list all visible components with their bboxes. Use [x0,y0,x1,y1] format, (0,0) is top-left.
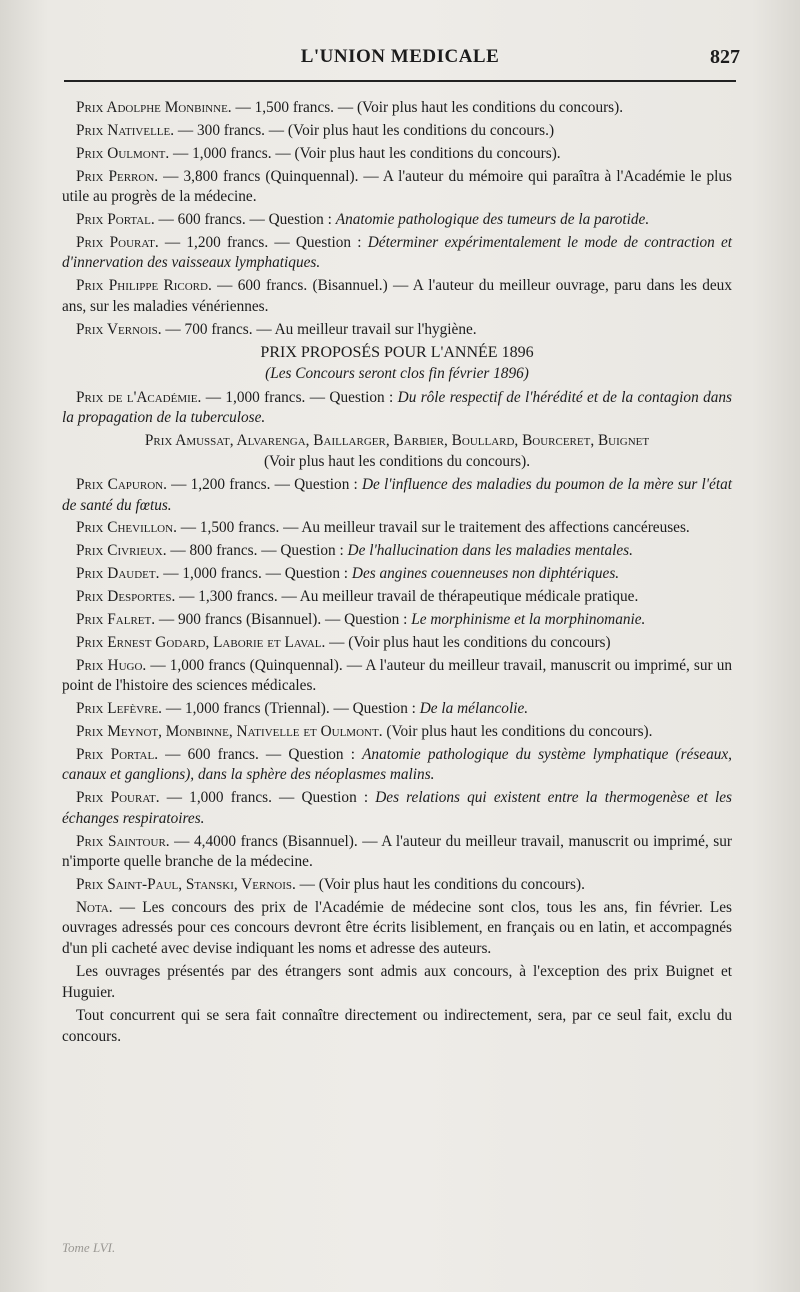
prize-entry [62,98,732,119]
prize-text: (Voir plus haut les conditions du concours). [382,723,653,741]
prize-question: Le morphinisme et la morphinomanie. [411,610,646,628]
prize-name: Prix Pourat. [76,233,159,251]
prize-name: Prix Saint-Paul, Stanski, Vernois. [76,876,296,894]
body-text [62,98,732,1050]
prize-name: Prix Adolphe Monbinne. [76,99,232,116]
prize-name: Prix Oulmont. [76,144,170,162]
note-paragraph [62,898,732,960]
note-paragraph [62,962,732,1003]
prize-entry [62,144,732,165]
prize-entry [62,699,732,720]
section-subtitle: (Les Concours seront clos fin février 1896) [265,365,529,383]
page-number: 827 [710,46,740,68]
prize-entry [62,722,732,743]
prize-question: Déterminer expérimentalement le mode de contraction et d'innervation des vaisseaux lymphatiques. [62,233,732,272]
prize-entry [62,633,732,654]
prize-text: — 1,500 francs. — (Voir plus haut les conditions du concours). [231,99,624,116]
prize-text: — 1,000 francs. — (Voir plus haut les conditions du concours). [169,144,561,162]
prize-name: Prix Philippe Ricord. [76,277,212,295]
prize-text: Les ouvrages présentés par des étrangers sont admis aux concours, à l'exception des prix Buignet et Huguier. [62,963,732,1001]
grouped-prize-conditions: (Voir plus haut les conditions du concours). [263,452,531,470]
prize-name: Prix Capuron. [76,476,167,494]
volume-label: Tome LVI. [62,1240,116,1255]
prize-name: Prix Civrieux. [76,542,167,560]
prize-list-1895 [62,98,732,340]
prize-text: — (Voir plus haut les conditions du concours). [295,876,585,894]
prize-name: Prix Lefèvre. [76,700,162,718]
prize-entry [62,788,732,829]
prize-entry [62,233,732,274]
prize-entry [62,320,732,341]
prize-question: Anatomie pathologique du système lymphatique (réseaux, canaux et ganglions), dans la sphère des néoplasmes malins. [62,745,732,784]
prize-text: — 1,500 francs. — Au meilleur travail sur le traitement des affections cancéreuses. [176,519,690,537]
prize-text: — Les concours des prix de l'Académie de médecine sont clos, tous les ans, fin février. Les ouvrages adressés pour ces concours devront être écrits lisiblement, en français ou en latin, et accompagnés d'un pli cacheté avec devise indiquant les noms et adresse des auteurs. [62,898,732,957]
prize-text: — 600 francs. — Question : [154,211,336,229]
prize-entry [62,745,732,786]
prize-text: — (Voir plus haut les conditions du concours) [325,633,611,651]
prize-entry [62,564,732,585]
prize-list-1896 [62,475,732,896]
prize-entry [62,610,732,631]
prize-name: Prix Pourat. [76,789,160,807]
prize-text: — 600 francs. (Bisannuel.) — A l'auteur du meilleur ouvrage, paru dans les deux ans, sur les maladies vénériennes. [62,277,732,315]
prize-entry [62,541,732,562]
prize-name: Nota. [76,898,113,916]
prize-text: — 1,000 francs (Quinquennal). — A l'auteur du meilleur travail, manuscrit ou imprimé, sur un point de l'histoire des sciences médicales. [62,656,732,695]
running-head [60,46,740,76]
prize-question: Des relations qui existent entre la thermogenèse et les échanges respiratoires. [62,789,732,827]
prize-question: Des angines couenneuses non diphtériques. [351,565,620,583]
prize-entry [62,475,732,516]
prize-text: — 3,800 francs (Quinquennal). — A l'auteur du mémoire qui paraîtra à l'Académie le plus utile au progrès de la médecine. [62,167,732,206]
note-paragraph [62,1006,732,1047]
prize-text: — 1,300 francs. — Au meilleur travail de thérapeutique médicale pratique. [175,588,639,606]
prize-name: Prix Portal. [76,211,155,229]
prize-entry [62,518,732,539]
prize-entry [62,276,732,317]
prize-question: De l'influence des maladies du poumon de la mère sur l'état de santé du fœtus. [62,476,732,514]
prize-entry [62,656,732,697]
prize-entry [62,210,732,231]
prize-question: Du rôle respectif de l'hérédité et de la contagion dans la propagation de la tuberculose. [62,388,732,427]
prize-name: Prix Portal. [76,745,159,763]
header-rule [64,80,736,82]
prize-name: Prix Meynot, Monbinne, Nativelle et Oulmont. [76,723,383,741]
prize-text: — 700 francs. — Au meilleur travail sur l'hygiène. [161,320,477,338]
section-title: PRIX PROPOSÉS POUR L'ANNÉE 1896 [260,343,534,361]
prize-text: — 800 francs. — Question : [166,542,348,560]
prize-text: — 600 francs. — Question : [158,745,363,763]
prize-entry [62,587,732,608]
prize-text: — 1,000 francs. — Question : [159,565,352,583]
prize-name: Prix Saintour. [76,832,170,850]
prize-entry [62,167,732,208]
prize-text: — 1,000 francs. — Question : [201,388,398,406]
prize-name: Prix Nativelle. [76,121,175,139]
prize-text: Tout concurrent qui se sera fait connaître directement ou indirectement, sera, par ce seul fait, exclu du concours. [62,1007,732,1045]
prize-question: De l'hallucination dans les maladies mentales. [347,542,633,560]
prize-text: — 900 francs (Bisannuel). — Question : [155,610,412,628]
prize-text: — 300 francs. — (Voir plus haut les conditions du concours.) [174,121,555,139]
prize-name: Prix Falret. [76,610,156,628]
prize-name: Prix Vernois. [76,320,162,338]
prize-text: — 1,200 francs. — Question : [166,476,362,494]
prize-name: Prix Perron. [76,167,159,185]
prize-entry [62,875,732,896]
prize-entry-academie [62,388,732,429]
prize-name: Prix de l'Académie. [76,388,202,406]
prize-text: — 1,000 francs (Triennal). — Question : [162,700,420,718]
grouped-prize-names: Prix Amussat, Alvarenga, Baillarger, Barbier, Boullard, Bourceret, Buignet [144,432,650,450]
prize-entry [62,832,732,873]
prize-text: — 4,4000 francs (Bisannuel). — A l'auteur du meilleur travail, manuscrit ou imprimé, sur n'importe quelle branche de la médecine. [62,832,732,871]
prize-entry [62,121,732,142]
prize-name: Prix Desportes. [76,588,176,606]
prize-name: Prix Daudet. [76,565,160,583]
prize-name: Prix Ernest Godard, Laborie et Laval. [76,633,326,651]
prize-question: De la mélancolie. [419,700,529,718]
notes-section [62,898,732,1048]
prize-name: Prix Chevillon. [76,519,177,537]
prize-name: Prix Hugo. [76,656,147,674]
journal-title: L'UNION MEDICALE [300,46,500,67]
prize-text: — 1,000 francs. — Question : [159,789,376,807]
prize-text: — 1,200 francs. — Question : [158,233,368,251]
prize-question: Anatomie pathologique des tumeurs de la parotide. [335,211,650,229]
